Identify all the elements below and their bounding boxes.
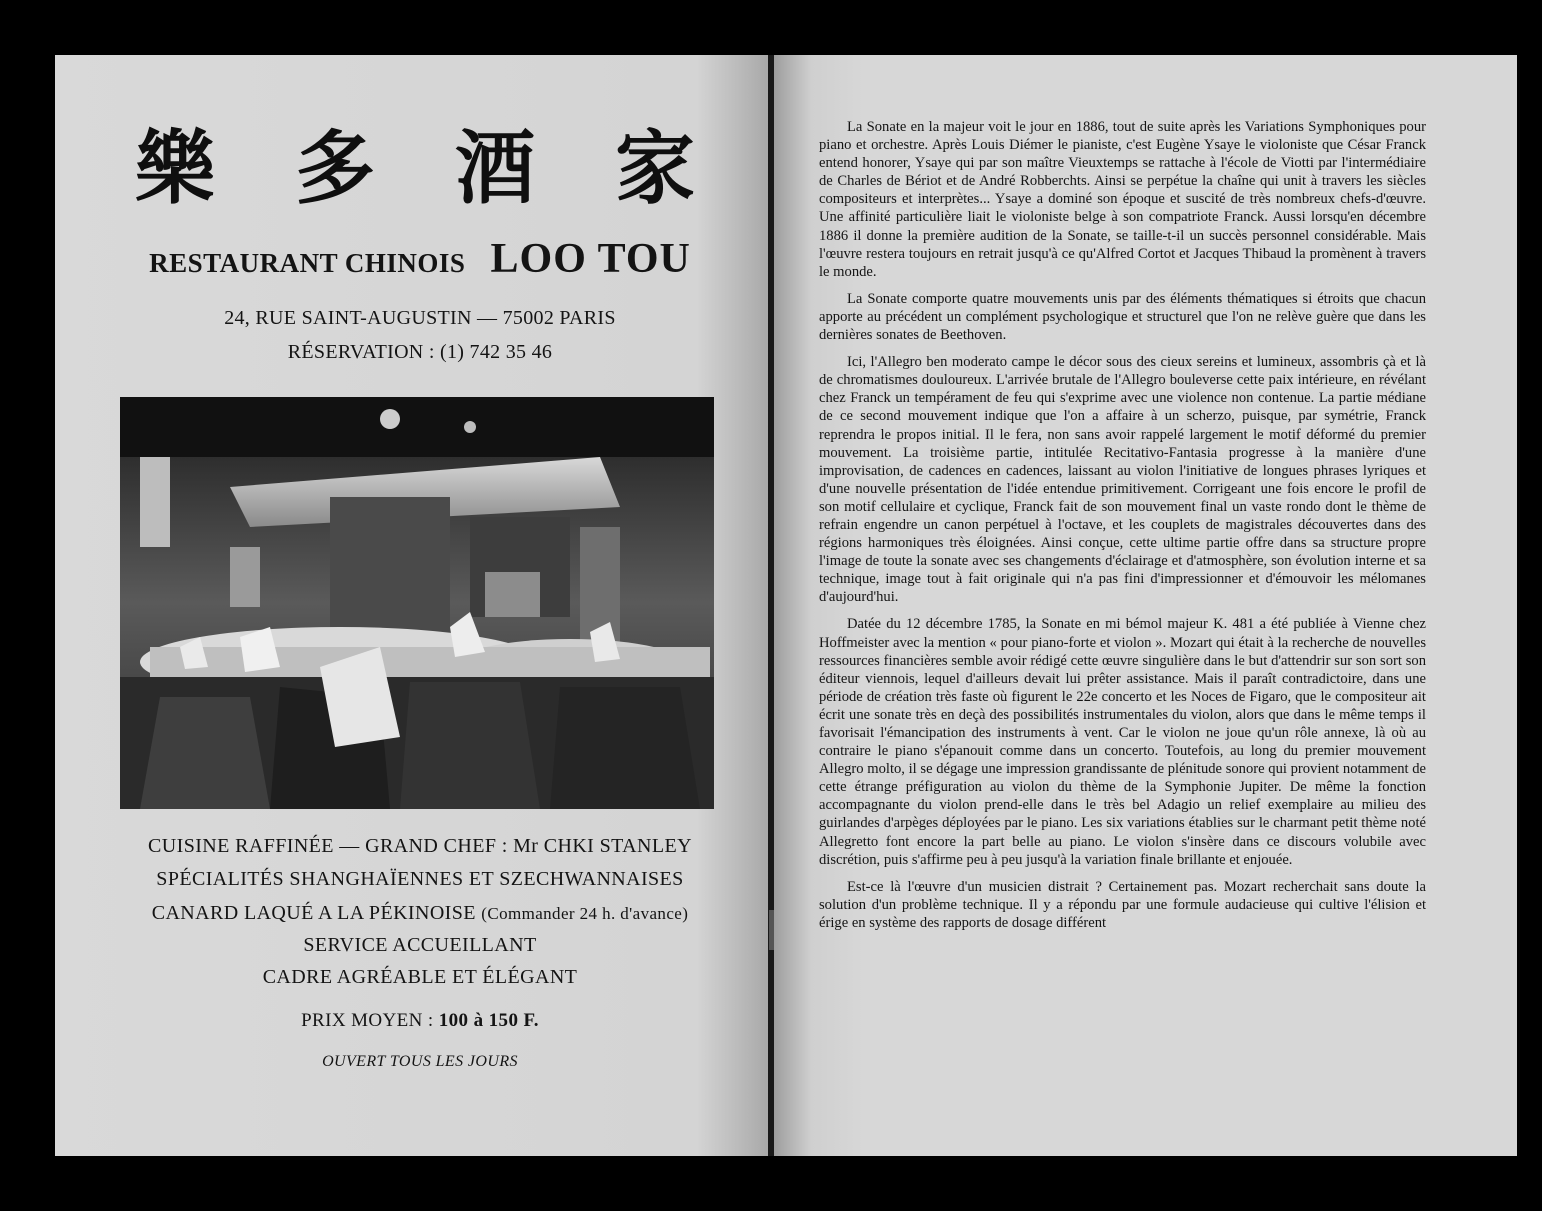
service-line: SERVICE ACCUEILLANT	[303, 934, 537, 956]
chinese-char: 多	[295, 121, 375, 215]
left-page-advertisement	[55, 55, 768, 1156]
article-text	[819, 118, 1426, 941]
setting-line: CADRE AGRÉABLE ET ÉLÉGANT	[262, 966, 578, 988]
specialties-line: SPÉCIALITÉS SHANGHAÏENNES ET SZECHWANNAISES	[156, 868, 684, 890]
paragraph: La Sonate en la majeur voit le jour en 1886, tout de suite après les Variations Symphoniques pour piano et orchestre. Après Louis Diémer le pianiste, c'est Eugène Ysaye le violoniste que César Franck entend honorer, Ysaye qui par son maître Vieuxtemps se rattache à l'école de Viotti par l'intermédiaire de Charles de Bériot et de André Robberchts. Ainsi se perpétue la chaîne qui unit à travers les siècles compositeurs et interprètes... Ysaye a dominé son époque et suscité de très nombreux chefs-d'œuvre. Une affinité particulière liait le violoniste belge à son compatriote Franck. Aussi lorsqu'en décembre 1886 il donne la première audition de la Sonate, se taille-t-il un succès personnel considérable. Mais l'œuvre restera toujours en retrait jusqu'à ce qu'Alfred Cortot et Jacques Thibaud la promènent à travers le monde.	[819, 119, 1426, 280]
restaurant-label: RESTAURANT CHINOIS	[149, 248, 466, 278]
paragraph: Ici, l'Allegro ben moderato campe le décor sous des cieux sereins et lumineux, assombris çà et là de chromatismes douloureux. L'arrivée brutale de l'Allegro bouleverse cette paix intérieure, en révélant chez Franck un tempérament de feu qui s'exprime avec une violence non contenue. La partie médiane de ce second mouvement indique que l'on a affaire à un scherzo, puisque, par symétrie, Franck reprendra le propos initial. Il le fera, non sans avoir rappelé largement le motif déformé du premier mouvement. La troisième partie, intitulée Recitativo-Fantasia progresse à la manière d'une improvisation, de cadences en cadences, laissant au violon l'initiative de longues phrases lyriques et d'une nouvelle présentation de l'idée entendue primitivement. Corrigeant une fois encore le profil de son motif cellulaire et cyclique, Franck fait de son mouvement final un vaste rondo dont le thème de refrain engendre un canon perpétuel à l'octave, et les couplets de magistrales découvertes dans des régions harmoniques très éloignées. Ainsi conçue, cette ultime partie offre dans sa structure propre l'image de toute la sonate avec ses changements d'éclairage et d'atmosphère, son évolution interne et sa technique, image tout à fait originale qui n'a pas fini d'impressionner et d'émouvoir les mélomanes d'aujourd'hui.	[819, 354, 1426, 606]
paragraph: Est-ce là l'œuvre d'un musicien distrait ? Certainement pas. Mozart recherchait sans doute la solution d'un problème technique. Il y a répondu par une formule audacieuse qui cultive l'élision et érige en système des rapports de dosage différent	[819, 878, 1426, 931]
paragraph: Datée du 12 décembre 1785, la Sonate en mi bémol majeur K. 481 a été publiée à Vienne chez Hoffmeister avec la mention « pour piano-forte et violon ». Mozart qui était à la recherche de nouvelles ressources financières semble avoir rédigé cette œuvre singulière dans le but d'attendrir sur son sort son éditeur viennois, lequel d'ailleurs devait lui prêter assistance. Mais il paraît contradictoire, dans une période de création très faste où figurent le 22e concerto et les Noces de Figaro, que le compositeur ait écrit une sonate très en deçà des possibilités instrumentales du violon, alors que dans le même temps il favorisait l'émancipation des instruments à vent. Car le violon ne joue qu'un rôle annexe, là où au contraire le piano s'épanouit comme dans un concerto. Toutefois, au long du premier mouvement Allegro molto, il se dégage une impression grandissante de plénitude sonore qui provient notamment de cette étrange préfiguration au violon du thème de la Symphonie Jupiter. De même la fonction accompagnante du violon prend-elle dans le très bel Adagio un relief exemplaire au milieu des guirlandes d'arpèges déployées par le piano. Les six variations établies sur le charmant petit thème noté Allegretto font encore la part belle au piano. Le violon s'insère dans ce discours volubile avec discrétion, puis s'affirme peu à peu jusqu'à la variation finale brillante et enjouée.	[819, 616, 1426, 868]
price-line	[95, 1010, 745, 1032]
reservation-phone: RÉSERVATION : (1) 742 35 46	[287, 341, 553, 363]
price-value: 100 à 150 F.	[438, 1010, 539, 1031]
duck-main: CANARD LAQUÉ A LA PÉKINOISE	[151, 902, 476, 924]
chinese-char: 酒	[455, 121, 535, 215]
chinese-char: 家	[615, 121, 695, 215]
duck-note: (Commander 24 h. d'avance)	[481, 904, 689, 923]
duck-line	[95, 902, 745, 925]
dining-room-image	[120, 397, 714, 809]
chinese-char: 樂	[135, 121, 215, 215]
restaurant-name: LOO TOU	[490, 236, 691, 282]
right-page-article	[774, 55, 1517, 1156]
paragraph: La Sonate comporte quatre mouvements unis par des éléments thématiques si étroits que chacun apporte au précédent un complément psychologique et structurel que l'on ne relève guère que dans les dernières sonates de Beethoven.	[819, 290, 1426, 344]
cuisine-line: CUISINE RAFFINÉE — GRAND CHEF : Mr CHKI STANLEY	[148, 835, 692, 857]
chinese-characters	[115, 123, 715, 213]
restaurant-photo	[120, 397, 714, 809]
restaurant-title	[110, 235, 730, 283]
address: 24, RUE SAINT-AUGUSTIN — 75002 PARIS	[224, 307, 616, 329]
price-label: PRIX MOYEN :	[301, 1010, 434, 1031]
opening-line: OUVERT TOUS LES JOURS	[322, 1053, 518, 1070]
booklet-spread	[55, 55, 1517, 1156]
